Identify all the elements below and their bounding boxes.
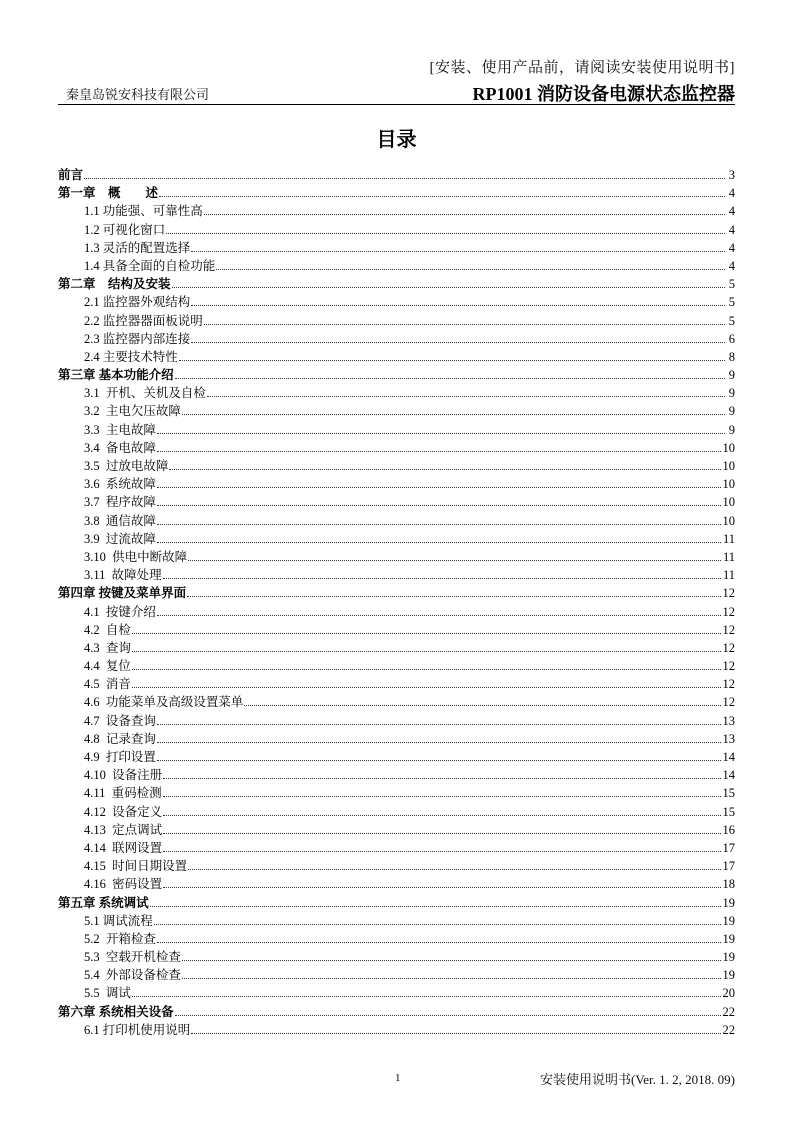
toc-chapter-entry[interactable]: [58, 166, 735, 184]
toc-entry-label: 5.3 空载开机检查: [84, 950, 181, 965]
toc-section-entry[interactable]: [58, 984, 735, 1002]
toc-section-entry[interactable]: [58, 421, 735, 439]
toc-entry-page: 12: [722, 640, 735, 655]
toc-entry-page: 12: [722, 604, 735, 619]
toc-leader-dots: [188, 868, 720, 870]
toc-section-entry[interactable]: [58, 603, 735, 621]
toc-section-entry[interactable]: [58, 439, 735, 457]
toc-entry-label: 第六章 系统相关设备: [58, 1004, 174, 1019]
toc-entry-label: 第五章 系统调试: [58, 895, 149, 910]
toc-entry-label: 4.16 密码设置: [84, 877, 163, 892]
toc-leader-dots: [157, 432, 725, 434]
toc-section-entry[interactable]: [58, 693, 735, 711]
toc-section-entry[interactable]: [58, 475, 735, 493]
toc-entry-page: 12: [722, 677, 735, 692]
toc-entry-label: 1.3 灵活的配置选择: [84, 240, 191, 255]
toc-chapter-entry[interactable]: [58, 184, 735, 202]
toc-entry-label: 3.10 供电中断故障: [84, 549, 188, 564]
toc-entry-page: 15: [722, 804, 735, 819]
toc-entry-page: 10: [722, 495, 735, 510]
toc-section-entry[interactable]: [58, 312, 735, 330]
toc-entry-label: 4.8 记录查询: [84, 731, 156, 746]
toc-leader-dots: [157, 541, 721, 543]
toc-leader-dots: [169, 468, 720, 470]
toc-section-entry[interactable]: [58, 784, 735, 802]
toc-entry-page: 12: [722, 659, 735, 674]
toc-entry-page: 19: [722, 950, 735, 965]
toc-leader-dots: [182, 977, 721, 979]
company-name: 秦皇岛锐安科技有限公司: [66, 87, 210, 102]
toc-entry-page: 12: [722, 695, 735, 710]
toc-entry-page: 4: [728, 186, 735, 201]
toc-section-entry[interactable]: [58, 530, 735, 548]
toc-leader-dots: [204, 213, 725, 215]
header-note: [安装、使用产品前，请阅读安装使用说明书]: [429, 60, 735, 76]
toc-leader-dots: [163, 795, 721, 797]
toc-entry-label: 5.2 开箱检查: [84, 931, 156, 946]
toc-section-entry[interactable]: [58, 548, 735, 566]
toc-entry-page: 4: [728, 258, 735, 273]
toc-entry-page: 22: [722, 1022, 735, 1037]
toc-leader-dots: [157, 450, 721, 452]
toc-entry-page: 11: [722, 568, 735, 583]
toc-section-entry[interactable]: [58, 330, 735, 348]
toc-leader-dots: [163, 777, 720, 779]
toc-entry-label: 3.5 过放电故障: [84, 459, 169, 473]
toc-entry-label: 5.5 调试: [84, 986, 131, 1001]
toc-entry-label: 5.1 调试流程: [84, 913, 153, 928]
toc-section-entry[interactable]: [58, 712, 735, 730]
toc-section-entry[interactable]: [58, 748, 735, 766]
toc-section-entry[interactable]: [58, 257, 735, 275]
toc-section-entry[interactable]: [58, 1021, 735, 1039]
toc-entry-label: 6.1 打印机使用说明: [84, 1022, 191, 1037]
toc-entry-page: 6: [728, 331, 735, 346]
toc-entry-label: 3.3 主电故障: [84, 422, 156, 437]
toc-leader-dots: [154, 923, 721, 925]
page-number: 1: [395, 1072, 401, 1084]
toc-section-entry[interactable]: [58, 912, 735, 930]
toc-entry-label: 2.3 监控器内部连接: [84, 331, 191, 346]
toc-leader-dots: [182, 413, 725, 415]
toc-section-entry[interactable]: [58, 839, 735, 857]
table-of-contents: [58, 166, 735, 1039]
toc-entry-label: 1.2 可视化窗口: [84, 222, 166, 237]
toc-section-entry[interactable]: [58, 402, 735, 420]
toc-leader-dots: [157, 523, 721, 525]
toc-entry-page: 3: [728, 168, 735, 182]
toc-entry-label: 4.11 重码检测: [84, 786, 162, 801]
toc-leader-dots: [132, 995, 721, 997]
toc-section-entry[interactable]: [58, 202, 735, 220]
toc-entry-label: 2.4 主要技术特性: [84, 349, 178, 364]
toc-chapter-entry[interactable]: [58, 584, 735, 602]
toc-entry-label: 3.8 通信故障: [84, 513, 156, 528]
toc-entry-label: 3.6 系统故障: [84, 477, 156, 492]
toc-leader-dots: [84, 177, 725, 179]
toc-entry-label: 前言: [58, 168, 84, 182]
toc-entry-page: 17: [722, 840, 735, 855]
toc-entry-label: 3.9 过流故障: [84, 531, 156, 546]
toc-leader-dots: [187, 595, 720, 597]
toc-entry-page: 10: [722, 440, 735, 455]
toc-leader-dots: [150, 905, 721, 907]
toc-entry-page: 19: [722, 931, 735, 946]
toc-entry-label: 2.1 监控器外观结构: [84, 295, 191, 310]
toc-section-entry[interactable]: [58, 348, 735, 366]
footer-version: 安装使用说明书(Ver. 1. 2, 2018. 09): [540, 1072, 735, 1087]
toc-entry-label: 第三章 基本功能介绍: [58, 368, 174, 383]
toc-entry-page: 5: [728, 313, 735, 328]
toc-chapter-entry[interactable]: [58, 894, 735, 912]
toc-entry-label: 4.9 打印设置: [84, 750, 156, 764]
toc-entry-label: 3.7 程序故障: [84, 495, 156, 510]
toc-leader-dots: [132, 686, 721, 688]
toc-entry-label: 5.4 外部设备检查: [84, 968, 181, 983]
toc-section-entry[interactable]: [58, 948, 735, 966]
toc-leader-dots: [179, 359, 725, 361]
toc-leader-dots: [157, 614, 721, 616]
toc-leader-dots: [157, 504, 721, 506]
toc-entry-page: 5: [728, 277, 735, 292]
toc-section-entry[interactable]: [58, 221, 735, 239]
toc-leader-dots: [132, 632, 721, 634]
toc-section-entry[interactable]: [58, 512, 735, 530]
toc-entry-label: 1.1 功能强、可靠性高: [84, 204, 203, 219]
toc-leader-dots: [157, 741, 721, 743]
toc-entry-page: 16: [722, 822, 735, 837]
toc-entry-label: 4.15 时间日期设置: [84, 859, 188, 874]
toc-entry-page: 14: [722, 768, 735, 783]
toc-entry-label: 4.14 联网设置: [84, 840, 163, 855]
toc-entry-page: 10: [722, 513, 735, 528]
toc-leader-dots: [244, 704, 720, 706]
toc-entry-page: 9: [728, 404, 735, 419]
toc-leader-dots: [157, 486, 721, 488]
toc-entry-label: 4.1 按键介绍: [84, 604, 156, 619]
toc-section-entry[interactable]: [58, 730, 735, 748]
toc-section-entry[interactable]: [58, 621, 735, 639]
toc-leader-dots: [175, 377, 725, 379]
toc-leader-dots: [132, 650, 721, 652]
toc-entry-label: 4.7 设备查询: [84, 713, 156, 728]
toc-section-entry[interactable]: [58, 566, 735, 584]
toc-leader-dots: [157, 723, 721, 725]
toc-entry-label: 4.10 设备注册: [84, 768, 163, 783]
toc-leader-dots: [163, 577, 721, 579]
toc-section-entry[interactable]: [58, 239, 735, 257]
toc-entry-page: 22: [722, 1004, 735, 1019]
toc-leader-dots: [188, 559, 721, 561]
toc-section-entry[interactable]: [58, 293, 735, 311]
toc-entry-page: 4: [728, 222, 735, 237]
toc-entry-label: 4.4 复位: [84, 659, 131, 674]
toc-leader-dots: [163, 850, 720, 852]
toc-entry-page: 15: [722, 786, 735, 801]
header-divider: [58, 104, 735, 105]
toc-leader-dots: [191, 250, 725, 252]
toc-leader-dots: [132, 668, 721, 670]
toc-leader-dots: [204, 323, 725, 325]
toc-entry-page: 17: [722, 859, 735, 874]
toc-section-entry[interactable]: [58, 803, 735, 821]
toc-section-entry[interactable]: [58, 966, 735, 984]
toc-chapter-entry[interactable]: [58, 1003, 735, 1021]
toc-entry-label: 第四章 按键及菜单界面: [58, 586, 187, 601]
toc-entry-page: 9: [728, 368, 735, 383]
toc-leader-dots: [172, 286, 725, 288]
toc-section-entry[interactable]: [58, 384, 735, 402]
toc-section-entry[interactable]: [58, 675, 735, 693]
toc-leader-dots: [157, 759, 721, 761]
toc-leader-dots: [163, 886, 720, 888]
toc-entry-page: 13: [722, 713, 735, 728]
toc-entry-page: 19: [722, 895, 735, 910]
toc-entry-label: 4.3 查询: [84, 640, 131, 655]
toc-section-entry[interactable]: [58, 457, 735, 475]
toc-entry-label: 3.1 开机、关机及自检: [84, 386, 206, 401]
toc-entry-page: 5: [728, 295, 735, 310]
toc-entry-page: 9: [728, 386, 735, 401]
toc-entry-page: 12: [722, 586, 735, 601]
toc-entry-label: 1.4 具备全面的自检功能: [84, 258, 216, 273]
toc-entry-label: 4.12 设备定义: [84, 804, 163, 819]
toc-entry-page: 18: [722, 877, 735, 892]
toc-entry-label: 第一章 概 述: [58, 186, 159, 201]
toc-entry-page: 19: [722, 968, 735, 983]
toc-leader-dots: [182, 959, 721, 961]
toc-section-entry[interactable]: [58, 657, 735, 675]
toc-entry-page: 10: [722, 477, 735, 492]
toc-leader-dots: [207, 395, 725, 397]
toc-section-entry[interactable]: [58, 857, 735, 875]
toc-entry-page: 8: [728, 349, 735, 364]
toc-section-entry[interactable]: [58, 821, 735, 839]
toc-entry-label: 3.4 备电故障: [84, 440, 156, 455]
toc-leader-dots: [175, 1014, 721, 1016]
toc-entry-page: 9: [728, 422, 735, 437]
toc-section-entry[interactable]: [58, 493, 735, 511]
toc-leader-dots: [159, 195, 725, 197]
toc-section-entry[interactable]: [58, 766, 735, 784]
toc-chapter-entry[interactable]: [58, 366, 735, 384]
toc-entry-label: 4.13 定点调试: [84, 822, 163, 837]
toc-leader-dots: [166, 232, 725, 234]
toc-leader-dots: [216, 268, 725, 270]
toc-entry-label: 4.6 功能菜单及高级设置菜单: [84, 695, 244, 710]
toc-entry-page: 4: [728, 240, 735, 255]
toc-title: 目录: [376, 127, 417, 151]
toc-entry-page: 13: [722, 731, 735, 746]
toc-leader-dots: [191, 1032, 720, 1034]
toc-entry-page: 20: [722, 986, 735, 1001]
toc-entry-page: 10: [722, 459, 735, 473]
toc-entry-label: 2.2 监控器器面板说明: [84, 313, 203, 328]
toc-section-entry[interactable]: [58, 930, 735, 948]
toc-leader-dots: [163, 832, 720, 834]
toc-entry-label: 4.2 自检: [84, 622, 131, 637]
product-title: RP1001 消防设备电源状态监控器: [472, 84, 735, 104]
toc-entry-page: 4: [728, 204, 735, 219]
toc-entry-label: 3.11 故障处理: [84, 568, 162, 583]
toc-entry-label: 第二章 结构及安装: [58, 277, 171, 292]
toc-section-entry[interactable]: [58, 639, 735, 657]
toc-entry-label: 4.5 消音: [84, 677, 131, 692]
toc-leader-dots: [163, 814, 720, 816]
toc-entry-page: 11: [722, 531, 735, 546]
toc-section-entry[interactable]: [58, 875, 735, 893]
toc-entry-page: 14: [722, 750, 735, 764]
toc-leader-dots: [157, 941, 721, 943]
toc-entry-label: 3.2 主电欠压故障: [84, 404, 181, 419]
toc-chapter-entry[interactable]: [58, 275, 735, 293]
toc-entry-page: 12: [722, 622, 735, 637]
toc-leader-dots: [191, 304, 725, 306]
toc-entry-page: 19: [722, 913, 735, 928]
toc-leader-dots: [191, 341, 725, 343]
toc-entry-page: 11: [722, 549, 735, 564]
